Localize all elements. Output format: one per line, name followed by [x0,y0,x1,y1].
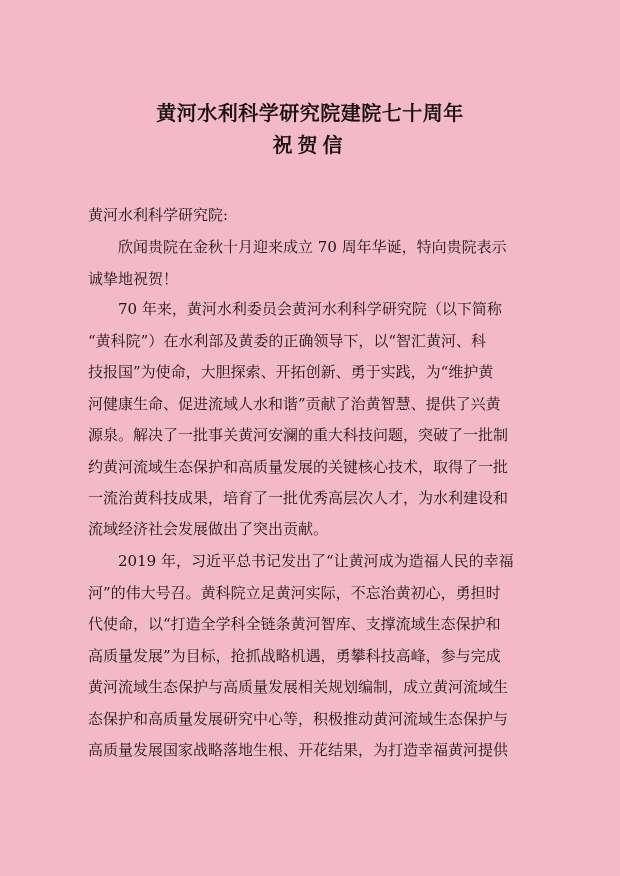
salutation: 黄河水利科学研究院: [88,206,229,224]
body-line: 一流治黄科技成果，培育了一批优秀高层次人才，为水利建设和 [88,489,509,507]
body-line: 黄河流域生态保护与高质量发展相关规划编制，成立黄河流域生 [88,678,509,696]
letter-subtitle: 祝贺信 [272,133,348,157]
body-line: 技报国”为使命，大胆探索、开拓创新、勇于实践，为“维护黄 [88,363,494,381]
body-line: 欣闻贵院在金秋十月迎来成立 70 周年华诞，特向贵院表示 [88,238,507,256]
body-line: “黄科院”）在水利部及黄委的正确领导下，以“智汇黄河、科 [88,332,487,350]
body-line: 代使命，以“打造全学科全链条黄河智库、支撑流域生态保护和 [88,615,501,633]
body-line: 高质量发展国家战略落地生根、开花结果，为打造幸福黄河提供 [88,741,509,759]
body-line: 诚挚地祝贺！ [88,270,179,288]
body-line: 2019 年，习近平总书记发出了“让黄河成为造福人民的幸福 [88,552,514,570]
body-line: 河”的伟大号召。黄科院立足黄河实际，不忘治黄初心，勇担时 [88,584,501,602]
body-line: 河健康生命、促进流域人水和谐”贡献了治黄智慧、提供了兴黄 [88,395,501,413]
body-line: 态保护和高质量发展研究中心等，积极推动黄河流域生态保护与 [88,710,509,728]
body-line: 源泉。解决了一批事关黄河安澜的重大科技问题，突破了一批制 [88,426,509,444]
letter-title: 黄河水利科学研究院建院七十周年 [156,101,464,125]
body-line: 高质量发展”为目标，抢抓战略机遇，勇攀科技高峰，参与完成 [88,647,501,665]
body-line: 流域经济社会发展做出了突出贡献。 [88,520,329,538]
body-line: 70 年来，黄河水利委员会黄河水利科学研究院（以下简称 [88,300,502,318]
body-line: 约黄河流域生态保护和高质量发展的关键核心技术，取得了一批 [88,458,509,476]
